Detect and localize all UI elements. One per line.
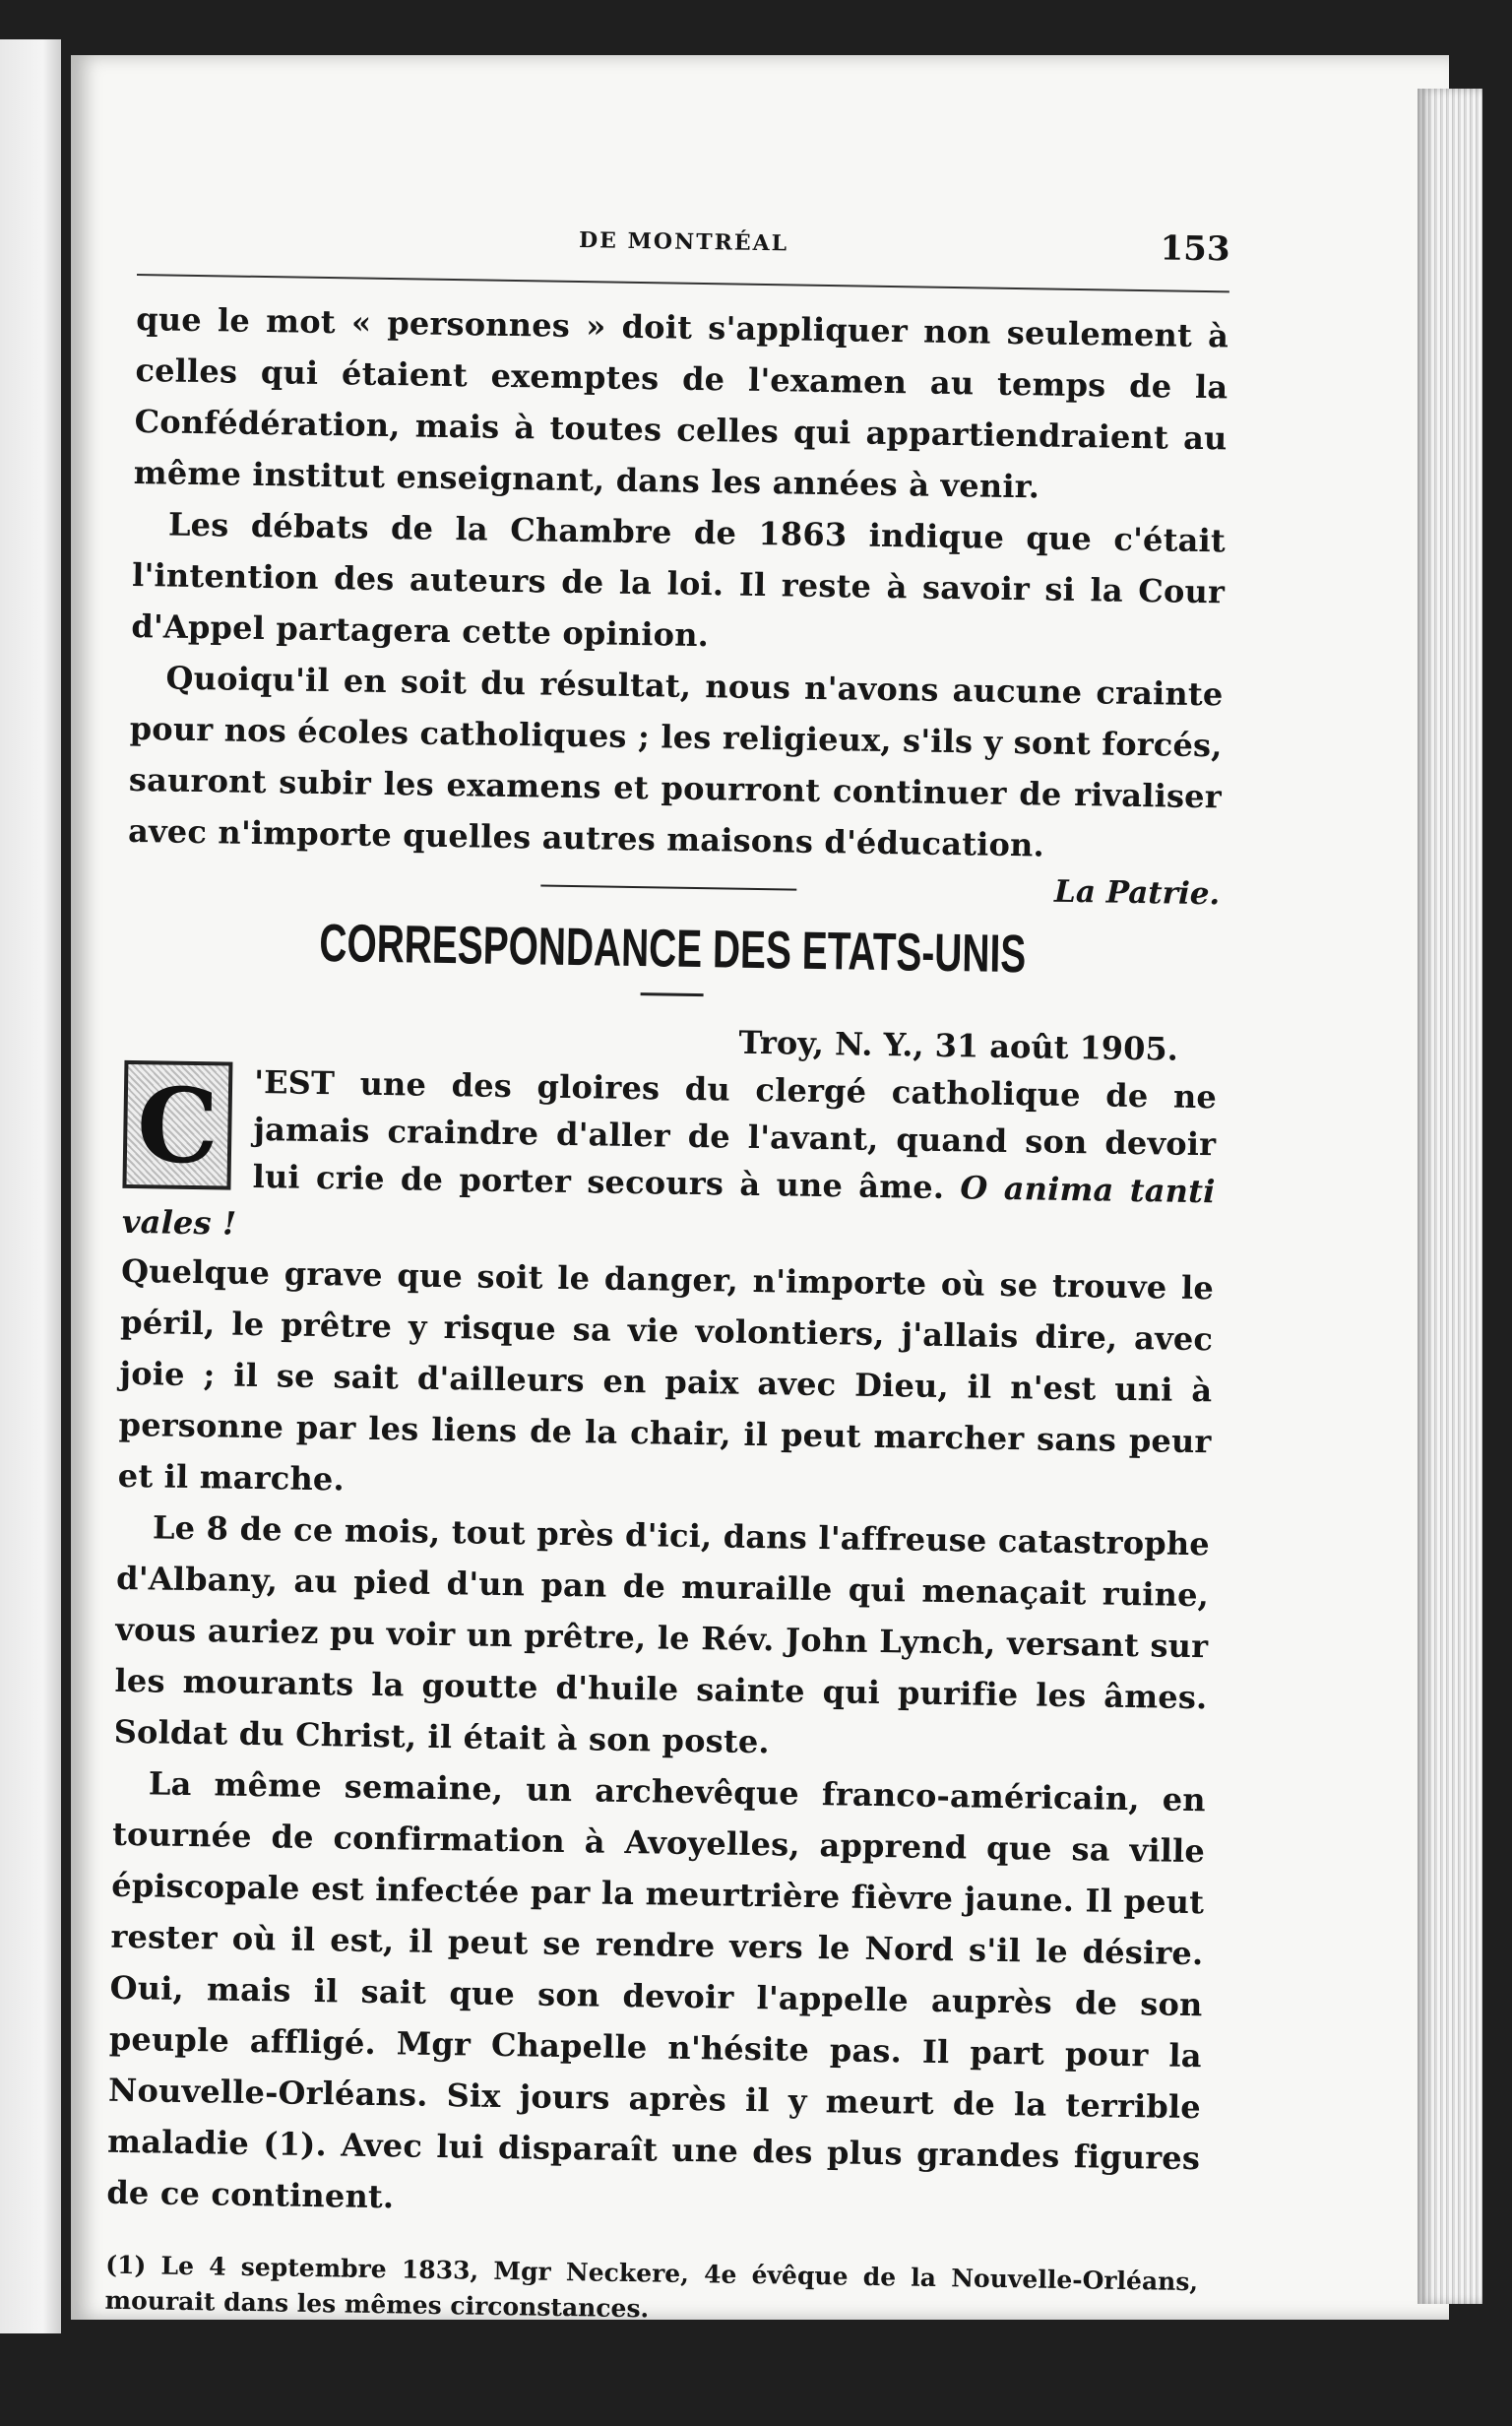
article1-paragraph-3: Quoiqu'il en soit du résultat, nous n'avons aucune crainte pour nos écoles catholiques ; les religieux, s'ils y sont forcés, sauront subir les examens et pourront continuer de rivaliser avec n'importe quelles autres maisons d'éducation. (127, 659, 1224, 864)
footnote: (1) Le 4 septembre 1833, Mgr Neckere, 4e évêque de la Nouvelle-Orléans, mourait dans les mêmes circonstances. (104, 2250, 1199, 2324)
article2-paragraph-2: Quelque grave que soit le danger, n'importe où se trouve le péril, le prêtre y risque sa vie volontiers, j'allais dire, avec joie ; il se sait d'ailleurs en paix avec Dieu, il n'est uni à personne par les liens de la chair, il peut marcher sans peur et il marche. (117, 1251, 1215, 1499)
first-paragraph-text: 'EST une des gloires du clergé catholique de ne jamais craindre d'aller de l'avant, quand son devoir lui crie de porter secours à une âme. (252, 1062, 1218, 1206)
first-paragraph-latin: O anima tanti vales ! (121, 1169, 1216, 1243)
running-title: DE MONTRÉAL (578, 227, 789, 257)
page-number: 153 (1160, 228, 1230, 270)
article1-paragraph-1: que le mot « personnes » doit s'appliquer non seulement à celles qui étaient exemptes de l'examen au temps de la Confédération, mais à toutes celles qui appartiendraient au même institut enseignant, dans les années à venir. (133, 299, 1229, 506)
drop-cap: C (122, 1060, 232, 1190)
article2-title: CORRESPONDANCE DES ETATS-UNIS (318, 913, 1027, 985)
article2-first-paragraph (122, 1056, 1218, 1262)
page-content (104, 213, 1229, 2335)
page-block-edge (1418, 89, 1482, 2304)
dateline: Troy, N. Y., 31 août 1905. (738, 1023, 1179, 1068)
title-rule (641, 992, 704, 996)
article1-paragraph-2: Les débats de la Chambre de 1863 indique que c'était l'intention des auteurs de la loi. Il reste à savoir si la Cour d'Appel partagera cette opinion. (131, 505, 1227, 655)
article2-paragraph-3: Le 8 de ce mois, tout près d'ici, dans l'affreuse catastrophe d'Albany, au pied d'un pan de muraille qui menaçait ruine, vous auriez pu voir un prêtre, le Rév. John Lynch, versant sur les mourants la goutte d'huile sainte qui purifie les âmes. Soldat du Christ, il était à son poste. (113, 1508, 1211, 1761)
article1-signature: La Patrie. (1053, 873, 1221, 913)
facing-page-edge (0, 39, 61, 2333)
article2-paragraph-4: La même semaine, un archevêque franco-américain, en tournée de confirmation à Avoyelles, apprend que sa ville épiscopale est infectée par la meurtrière fièvre jaune. Il peut rester où il est, il peut se rendre vers le Nord s'il le désire. Oui, mais il sait que son devoir l'appelle auprès de son peuple affligé. Mgr Chapelle n'hésite pas. Il part pour la Nouvelle-Orléans. Six jours après il y meurt de la terrible maladie (1). Avec lui disparaît une des plus grandes figures de ce continent. (106, 1764, 1207, 2216)
